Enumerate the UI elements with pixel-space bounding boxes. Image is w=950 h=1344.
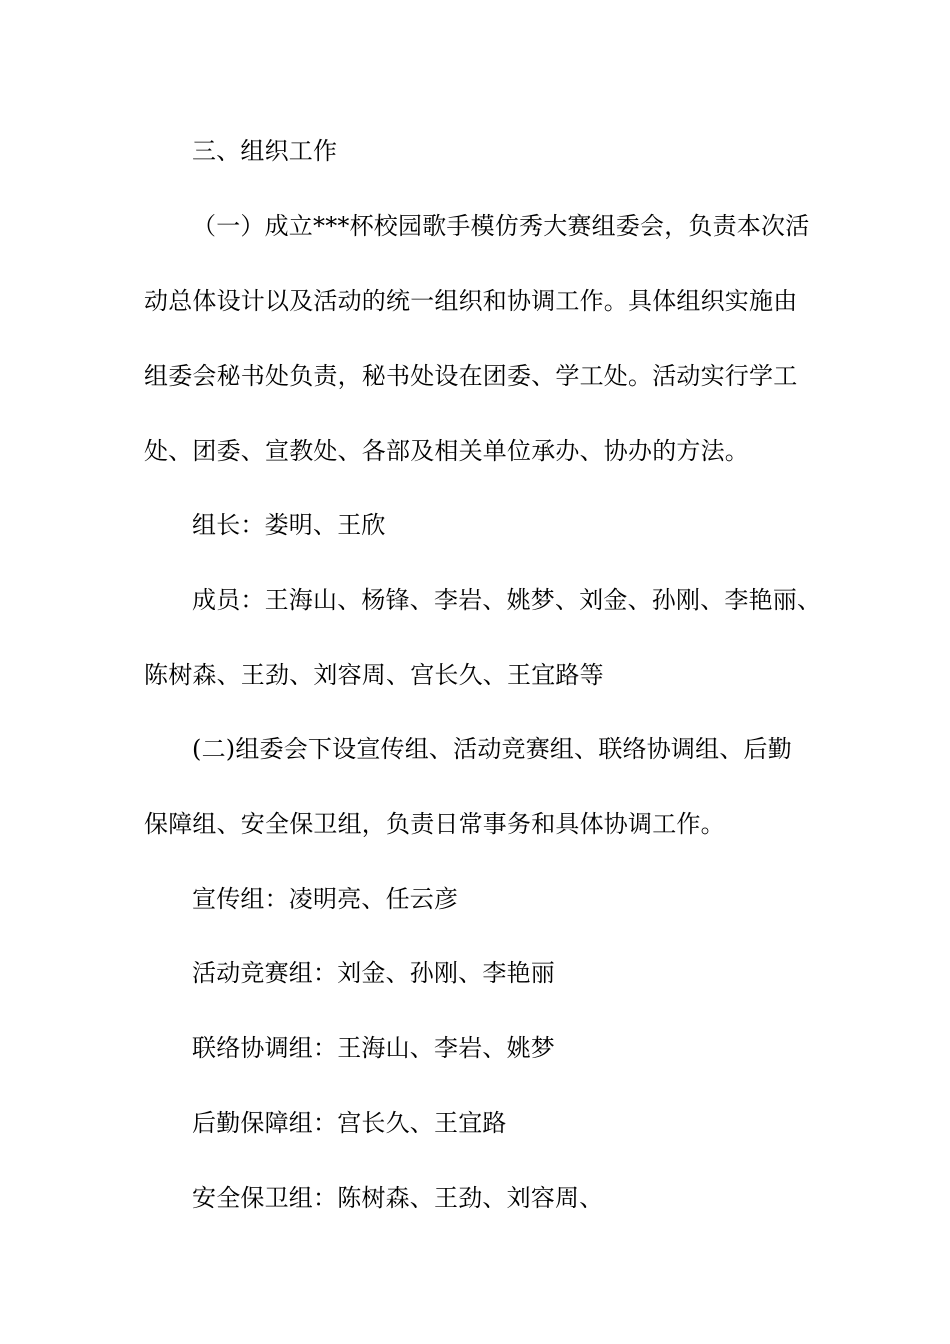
- group-liaison: 联络协调组：王海山、李岩、姚梦: [192, 1034, 555, 1062]
- section-heading: 三、组织工作: [192, 137, 338, 165]
- leader-line: 组长：娄明、王欣: [192, 511, 386, 539]
- members-line-2: 陈树森、王劲、刘容周、宫长久、王宜路等: [144, 661, 604, 689]
- paragraph-2-line-1: (二)组委会下设宣传组、活动竞赛组、联络协调组、后勤: [192, 735, 792, 763]
- paragraph-1-line-3: 组委会秘书处负责，秘书处设在团委、学工处。活动实行学工: [144, 362, 798, 390]
- members-line-1: 成员：王海山、杨锋、李岩、姚梦、刘金、孙刚、李艳丽、: [192, 586, 822, 614]
- group-security: 安全保卫组：陈树森、王劲、刘容周、: [192, 1184, 604, 1212]
- paragraph-1-line-2: 动总体设计以及活动的统一组织和协调工作。具体组织实施由: [144, 287, 798, 315]
- group-publicity: 宣传组：凌明亮、任云彦: [192, 885, 459, 913]
- paragraph-1-line-1: （一）成立***杯校园歌手模仿秀大赛组委会，负责本次活: [192, 212, 810, 240]
- group-competition: 活动竞赛组：刘金、孙刚、李艳丽: [192, 959, 555, 987]
- group-logistics: 后勤保障组：宫长久、王宜路: [192, 1109, 507, 1137]
- paragraph-1-line-4: 处、团委、宣教处、各部及相关单位承办、协办的方法。: [144, 437, 749, 465]
- paragraph-2-line-2: 保障组、安全保卫组，负责日常事务和具体协调工作。: [144, 810, 725, 838]
